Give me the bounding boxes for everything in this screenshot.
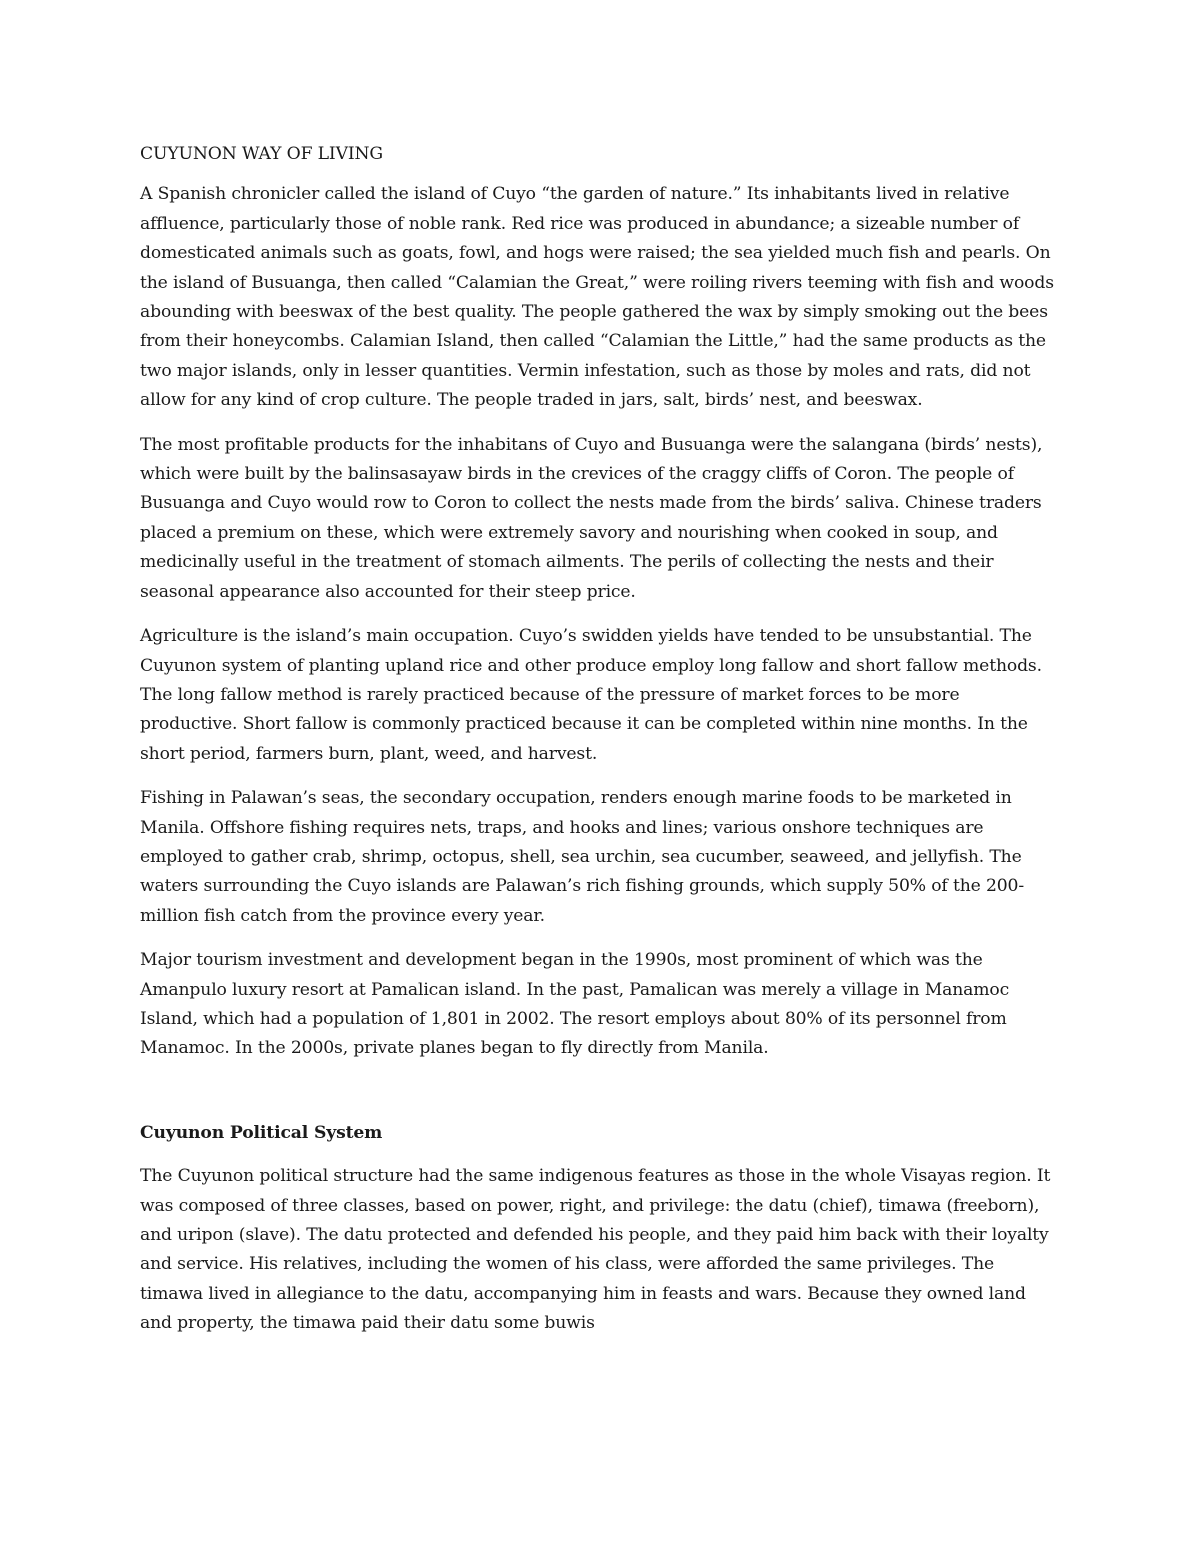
section-title-political-system: Cuyunon Political System xyxy=(140,1122,383,1143)
document-page xyxy=(140,140,1062,1354)
paragraph-garden-of-nature: A Spanish chronicler called the island of Cuyo “the garden of nature.” Its inhabitants lived in relative affluence, particularly those of noble rank. Red rice was produced in abundance; a sizeable number of domesticated animals such as goats, fowl, and hogs were raised; the sea yielded much fish and pearls. On the island of Busuanga, then called “Calamian the Great,” were roiling rivers teeming with fish and woods abounding with beeswax of the best quality. The people gathered the wax by simply smoking out the bees from their honeycombs. Calamian Island, then called “Calamian the Little,” had the same products as the two major islands, only in lesser quantities. Vermin infestation, such as those by moles and rats, did not allow for any kind of crop culture. The people traded in jars, salt, birds’ nest, and beeswax. xyxy=(140,184,1054,411)
paragraph-tourism: Major tourism investment and development began in the 1990s, most prominent of which was the Amanpulo luxury resort at Pamalican island. In the past, Pamalican was merely a village in Manamoc Island, which had a population of 1,801 in 2002. The resort employs about 80% of its personnel from Manamoc. In the 2000s, private planes began to fly directly from Manila. xyxy=(140,950,1010,1059)
section-spacer xyxy=(140,1079,1062,1119)
paragraph-political-structure: The Cuyunon political structure had the same indigenous features as those in the whole Visayas region. It was composed of three classes, based on power, right, and privilege: the datu (chief), timawa (freeborn), and uripon (slave). The datu protected and defended his people, and they paid him back with their loyalty and service. His relatives, including the women of his class, were afforded the same privileges. The timawa lived in allegiance to the datu, accompanying him in feasts and wars. Because they owned land and property, the timawa paid their datu some buwis xyxy=(140,1166,1051,1334)
paragraph-birds-nests: The most profitable products for the inhabitans of Cuyo and Busuanga were the salangana (birds’ nests), which were built by the balinsasayaw birds in the crevices of the craggy cliffs of Coron. The people of Busuanga and Cuyo would row to Coron to collect the nests made from the birds’ saliva. Chinese traders placed a premium on these, which were extremely savory and nourishing when cooked in soup, and medicinally useful in the treatment of stomach ailments. The perils of collecting the nests and their seasonal appearance also accounted for their steep price. xyxy=(140,434,1043,602)
paragraph-agriculture: Agriculture is the island’s main occupation. Cuyo’s swidden yields have tended to be unsubstantial. The Cuyunon system of planting upland rice and other produce employ long fallow and short fallow methods. The long fallow method is rarely practiced because of the pressure of market forces to be more productive. Short fallow is commonly practiced because it can be completed within nine months. In the short period, farmers burn, plant, weed, and harvest. xyxy=(140,626,1042,764)
section-title-way-of-living: CUYUNON WAY OF LIVING xyxy=(140,144,383,164)
paragraph-fishing: Fishing in Palawan’s seas, the secondary occupation, renders enough marine foods to be marketed in Manila. Offshore fishing requires nets, traps, and hooks and lines; various onshore techniques are employed to gather crab, shrimp, octopus, shell, sea urchin, sea cucumber, seaweed, and jellyfish. The waters surrounding the Cuyo islands are Palawan’s rich fishing grounds, which supply 50% of the 200-million fish catch from the province every year. xyxy=(140,788,1024,926)
